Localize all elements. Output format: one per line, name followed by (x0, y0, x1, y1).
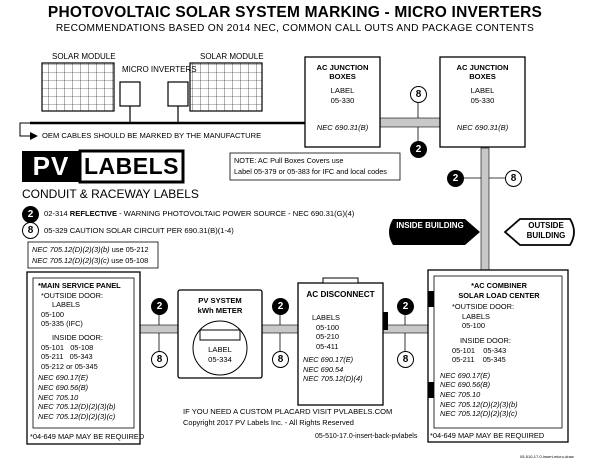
junction1-label: LABEL (330, 86, 355, 95)
legend-item-8: 05-329 CAUTION SOLAR CIRCUIT PER 690.31(B)(1-4) (44, 226, 234, 235)
tag-8-disc-comb: 8 (397, 351, 414, 368)
main-panel-nec4: NEC 705.12(D)(2)(3)(b) (38, 402, 116, 412)
legend-item-2 (44, 209, 354, 218)
meter-title2: kWh METER (197, 306, 243, 315)
disconnect-nec2: NEC 690.54 (303, 364, 344, 374)
junction2-title: AC JUNCTION (456, 63, 509, 72)
disconnect-c3: 05-411 (316, 341, 339, 351)
tag-2-meter-disc: 2 (272, 298, 289, 315)
main-panel-i3: 05-212 or 05-345 (41, 361, 98, 371)
tag-2-vertical: 2 (447, 170, 464, 187)
page-subtitle: RECOMMENDATIONS BASED ON 2014 NEC, COMMON CALL OUTS AND PACKAGE CONTENTS (55, 23, 535, 34)
main-panel-nec5: NEC 705.12(D)(2)(3)(c) (38, 411, 116, 421)
main-panel-title: *MAIN SERVICE PANEL (38, 281, 121, 290)
main-panel-nec2: NEC 690.56(B) (38, 382, 89, 392)
disconnect-content (310, 313, 380, 351)
main-panel-outside: *OUTSIDE DOOR: (41, 290, 104, 300)
combiner-i1a: 05-101 (452, 345, 476, 355)
tag-8-junction: 8 (410, 86, 427, 103)
combiner-nec3: NEC 705.10 (440, 389, 481, 399)
solar-module-right-label: SOLAR MODULE (200, 52, 264, 61)
combiner-nec4: NEC 705.12(D)(2)(3)(b) (440, 399, 518, 409)
solar-module-left-label: SOLAR MODULE (52, 52, 116, 61)
tag-8-main-meter: 8 (151, 351, 168, 368)
combiner-map: *04-649 MAP MAY BE REQUIRED (430, 431, 545, 440)
combiner-content (438, 281, 560, 419)
conduit-j1-j2 (380, 118, 440, 127)
tag-8-meter-disc: 8 (272, 351, 289, 368)
legend-tag-2: 2 (22, 206, 39, 223)
nec-ref-line2-use: use 05-108 (111, 256, 149, 265)
meter-code: 05-334 (208, 355, 232, 364)
nec-ref-line1 (32, 245, 149, 255)
junction2-code: 05-330 (470, 96, 495, 105)
footer-code: 05-510-17.0-insert-back-pvlabels (315, 433, 418, 440)
combiner-inside: INSIDE DOOR: (460, 335, 511, 345)
main-panel-content (38, 281, 134, 421)
junction2-nec: NEC 690.31(B) (456, 123, 509, 132)
nec-ref-line1-code: NEC 705.12(D)(2)(3)(b) (32, 245, 110, 254)
note-line1: NOTE: AC Pull Boxes Covers use (234, 156, 344, 165)
combiner-outside: *OUTSIDE DOOR: (452, 302, 515, 312)
conduit-disc-comb (383, 325, 428, 333)
main-panel-i1a: 05-101 (41, 342, 65, 352)
combiner-i1b: 05-343 (483, 345, 507, 355)
brand-pv: PV (32, 151, 70, 181)
junction1-title: AC JUNCTION (316, 63, 369, 72)
main-panel-i1b: 05-108 (70, 342, 94, 352)
combiner-i1 (438, 346, 560, 356)
junction2-title2: BOXES (469, 72, 496, 81)
inside-building-label: INSIDE BUILDING (396, 221, 464, 230)
legend-tag-8: 8 (22, 222, 39, 239)
disconnect-title: AC DISCONNECT (306, 290, 375, 299)
main-panel-o2: 05-335 (IFC) (41, 319, 83, 329)
meter-title1: PV SYSTEM (198, 296, 242, 305)
nec-ref-line1-use: use 05-212 (111, 245, 149, 254)
meter-label: LABEL (208, 345, 232, 354)
solar-module-left (42, 63, 114, 111)
micro-inverters-label: MICRO INVERTERS (122, 65, 197, 74)
note-line2: Label 05-379 or 05-383 for IFC and local codes (234, 167, 387, 176)
main-panel-i2a: 05-211 (41, 352, 64, 362)
main-panel-nec3: NEC 705.10 (38, 392, 79, 402)
legend-item-2-text: - WARNING PHOTOVOLTAIC POWER SOURCE - NEC 690.31(G)(4) (119, 209, 355, 218)
combiner-nec2: NEC 690.56(B) (440, 380, 491, 390)
combiner-title1: *AC COMBINER (471, 281, 527, 290)
main-panel-i2 (38, 352, 134, 362)
main-panel-map: *04-649 MAP MAY BE REQUIRED (30, 432, 145, 441)
disconnect-nec1: NEC 690.17(E) (303, 355, 354, 364)
page-title: PHOTOVOLTAIC SOLAR SYSTEM MARKING - MICRO INVERTERS (47, 4, 543, 21)
combiner-o1: 05-100 (462, 321, 486, 331)
brand-labels: LABELS (84, 153, 179, 179)
micro-inverter-left (120, 82, 140, 106)
tag-2-main-meter: 2 (151, 298, 168, 315)
main-panel-i1 (38, 343, 134, 353)
disconnect-nec3: NEC 705.12(D)(4) (303, 374, 363, 384)
main-panel-i2b: 05-343 (69, 352, 93, 362)
main-panel-o1: 05-100 (41, 309, 65, 319)
conduit-meter-disc (262, 325, 298, 333)
tag-2-disc-comb: 2 (397, 298, 414, 315)
tag-8-vertical: 8 (505, 170, 522, 187)
combiner-title2: SOLAR LOAD CENTER (458, 290, 540, 300)
footer-custom: IF YOU NEED A CUSTOM PLACARD VISIT PVLABELS.COM (183, 407, 393, 416)
conduit-heading: CONDUIT & RACEWAY LABELS (22, 187, 199, 201)
footer-copyright: Copyright 2017 PV Labels Inc. - All Rights Reserved (183, 418, 354, 427)
tag-2-junction: 2 (410, 141, 427, 158)
combiner-nec5: NEC 705.12(D)(2)(3)(c) (440, 409, 518, 419)
junction1-nec: NEC 690.31(B) (316, 123, 369, 132)
combiner-nec1: NEC 690.17(E) (440, 370, 491, 380)
combiner-labels: LABELS (462, 311, 490, 321)
conduit-vertical (481, 148, 489, 270)
combiner-i2a: 05-211 (452, 355, 475, 365)
outside-building-label: OUTSIDE BUILDING (526, 221, 566, 240)
combiner-i2b: 05-345 (482, 355, 506, 365)
junction2-label: LABEL (470, 86, 495, 95)
nec-ref-line2 (32, 256, 148, 266)
main-panel-labels: LABELS (52, 300, 80, 310)
legend-item-2-code: 02-314 (44, 209, 68, 218)
legend-item-2-reflective: REFLECTIVE (69, 209, 118, 218)
solar-module-right (190, 63, 262, 111)
conduit-main-meter (140, 325, 178, 333)
junction1-title2: BOXES (329, 72, 356, 81)
disconnect-nec (303, 355, 381, 384)
combiner-i2 (438, 355, 560, 365)
disconnect-c2: 05-210 (316, 332, 340, 342)
micro-inverter-right (168, 82, 188, 106)
main-panel-nec1: NEC 690.17(E) (38, 373, 89, 383)
disconnect-labels: LABELS (312, 313, 340, 322)
oem-note: OEM CABLES SHOULD BE MARKED BY THE MANUFACTURE (42, 131, 262, 140)
junction1-code: 05-330 (330, 96, 355, 105)
footer-tiny-code: 05-510-17.0-insert-micro-draw (520, 454, 574, 459)
main-panel-inside: INSIDE DOOR: (52, 332, 103, 342)
nec-ref-line2-code: NEC 705.12(D)(2)(3)(c) (32, 256, 110, 265)
disconnect-c1: 05-100 (316, 322, 340, 332)
